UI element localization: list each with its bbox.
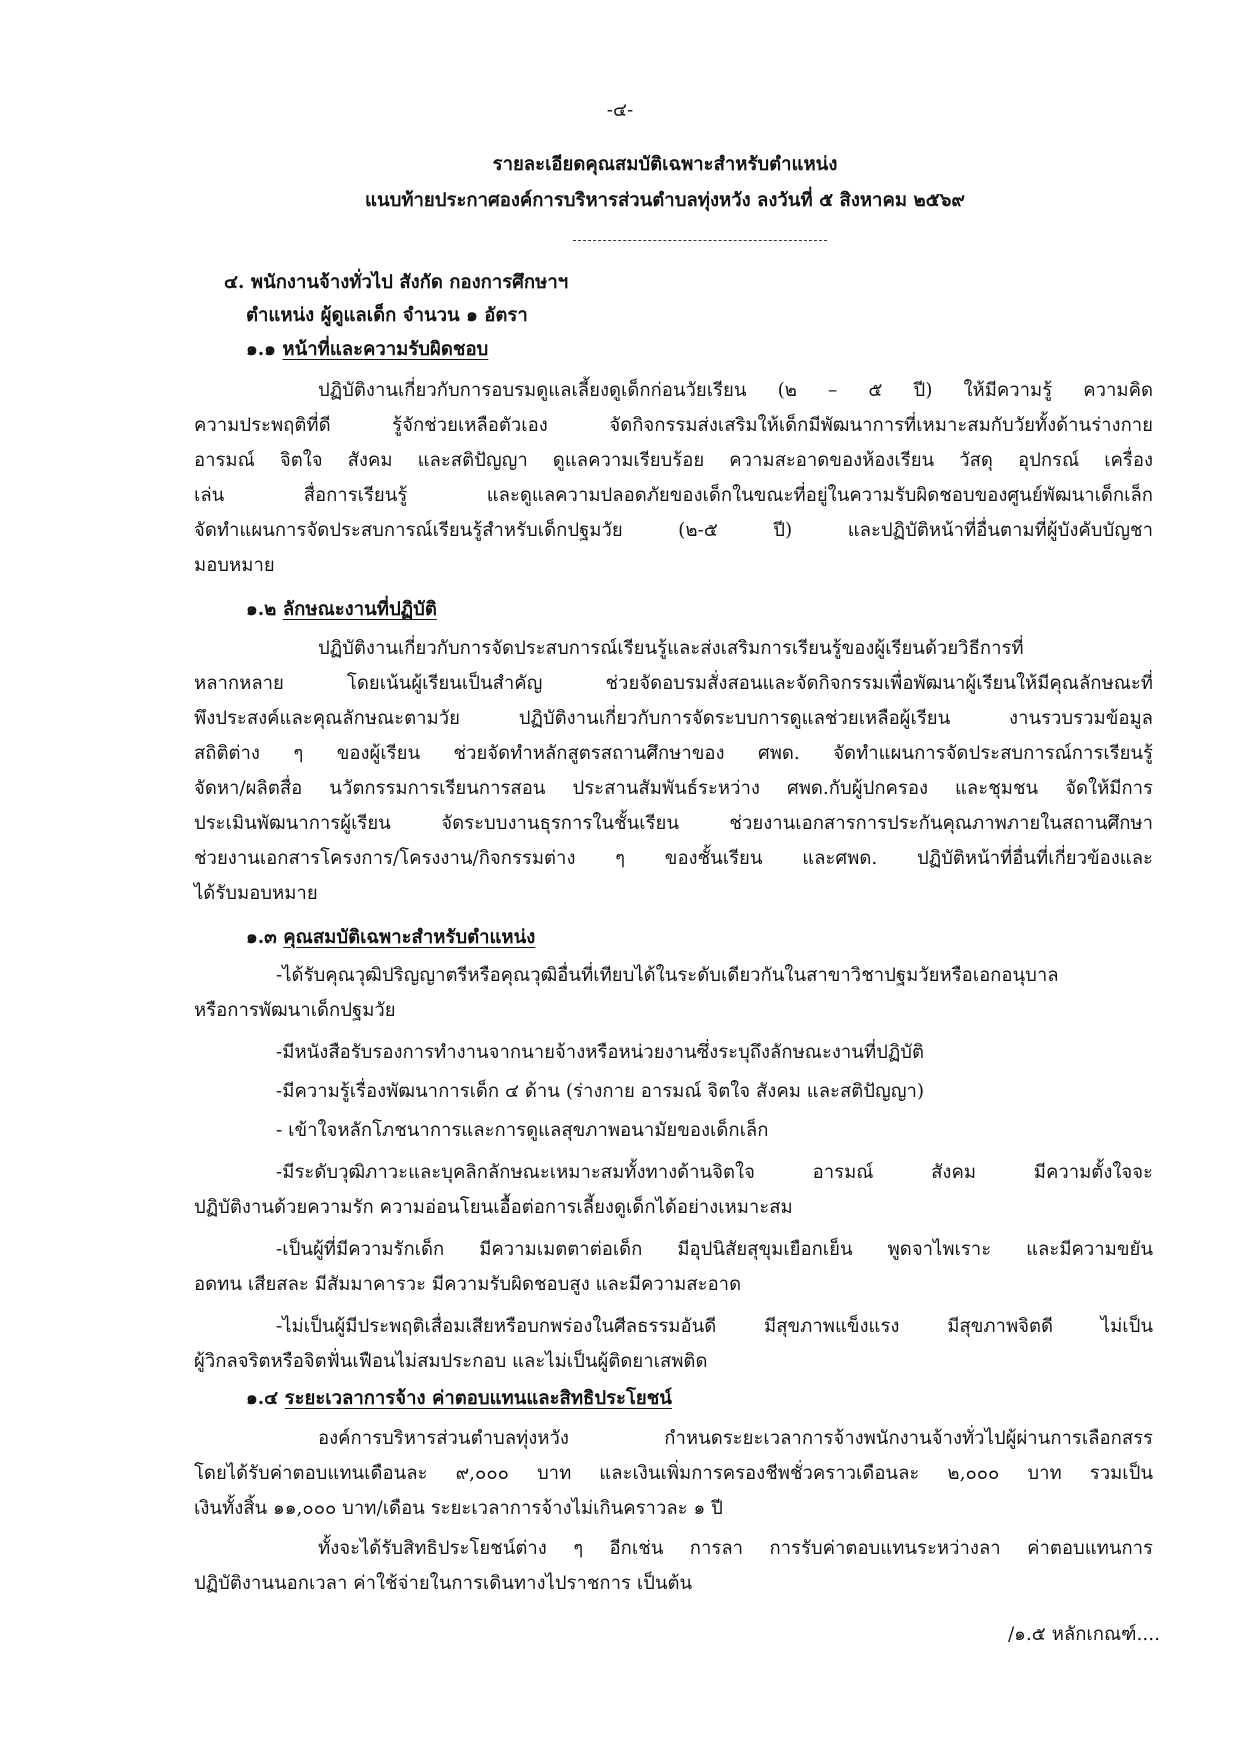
section-1-4-heading — [246, 1386, 672, 1412]
section-1-2-line: ประเมินพัฒนาการผู้เรียน จัดระบบงานธุรการในชั้นเรียน ช่วยงานเอกสารการประกันคุณภาพภายในสถานศึกษา — [194, 813, 1153, 834]
section-1-2-line: ปฏิบัติงานเกี่ยวกับการจัดประสบการณ์เรียนรู้และส่งเสริมการเรียนรู้ของผู้เรียนด้วยวิธีการที่ — [318, 638, 1024, 659]
header-divider — [573, 240, 827, 241]
section-1-1-line: ปฏิบัติงานเกี่ยวกับการอบรมดูแลเลี้ยงดูเด็กก่อนวัยเรียน (๒ – ๕ ปี) ให้มีความรู้ ความคิด — [318, 380, 1153, 401]
document-title-line-1: รายละเอียดคุณสมบัติเฉพาะสำหรับตำแหน่ง — [492, 154, 838, 175]
section-1-3-line: ผู้วิกลจริตหรือจิตฟั่นเฟือนไม่สมประกอบ และไม่เป็นผู้ติดยาเสพติด — [194, 1351, 708, 1372]
section-title: ระยะเวลาการจ้าง ค่าตอบแทนและสิทธิประโยชน์ — [284, 1388, 672, 1409]
section-1-2-line: ได้รับมอบหมาย — [194, 883, 318, 904]
section-1-1-heading — [246, 337, 488, 363]
section-1-2-line: หลากหลาย โดยเน้นผู้เรียนเป็นสำคัญ ช่วยจัดอบรมสั่งสอนและจัดกิจกรรมเพื่อพัฒนาผู้เรียนให้มีคุณลักษณะที่ — [194, 673, 1153, 694]
section-1-1-line: อารมณ์ จิตใจ สังคม และสติปัญญา ดูแลความเรียบร้อย ความสะอาดของห้องเรียน วัสดุ อุปกรณ์ เครื่อง — [194, 450, 1153, 471]
section-1-3-line: -มีระดับวุฒิภาวะและบุคลิกลักษณะเหมาะสมทั้งทางด้านจิตใจ อารมณ์ สังคม มีความตั้งใจจะ — [276, 1162, 1153, 1183]
section-1-2-line: จัดหา/ผลิตสื่อ นวัตกรรมการเรียนการสอน ประสานสัมพันธ์ระหว่าง ศพด.กับผู้ปกครอง และชุมชน จัดให้มีการ — [194, 778, 1153, 799]
section-title: ลักษณะงานที่ปฏิบัติ — [282, 599, 437, 620]
document-title-line-2: แนบท้ายประกาศองค์การบริหารส่วนตำบลทุ่งหวัง ลงวันที่ ๕ สิงหาคม ๒๕๖๙ — [365, 190, 965, 211]
section-1-2-line: สถิติต่าง ๆ ของผู้เรียน ช่วยจัดทำหลักสูตรสถานศึกษาของ ศพด. จัดทำแผนการจัดประสบการณ์การเรียนรู้ — [194, 743, 1153, 764]
section-1-4-line: องค์การบริหารส่วนตำบลทุ่งหวัง กำหนดระยะเวลาการจ้างพนักงานจ้างทั่วไปผู้ผ่านการเลือกสรร — [318, 1428, 1153, 1449]
section-1-3-line: ปฏิบัติงานด้วยความรัก ความอ่อนโยนเอื้อต่อการเลี้ยงดูเด็กได้อย่างเหมาะสม — [194, 1197, 793, 1218]
section-number: ๑.๔ — [246, 1388, 279, 1409]
next-page-continuation: /๑.๕ หลักเกณฑ์.... — [1007, 1624, 1160, 1645]
section-1-2-heading — [246, 597, 437, 623]
section-1-3-line: -ไม่เป็นผู้มีประพฤติเสื่อมเสียหรือบกพร่องในศีลธรรมอันดี มีสุขภาพแข็งแรง มีสุขภาพจิตดี ไม่เป็น — [276, 1316, 1153, 1337]
section-1-1-line: เล่น สื่อการเรียนรู้ และดูแลความปลอดภัยของเด็กในขณะที่อยู่ในความรับผิดชอบของศูนย์พัฒนาเด็กเล็ก — [194, 485, 1153, 506]
section-1-3-line: -มีหนังสือรับรองการทำงานจากนายจ้างหรือหน่วยงานซึ่งระบุถึงลักษณะงานที่ปฏิบัติ — [276, 1042, 925, 1063]
section-1-4-line: ทั้งจะได้รับสิทธิประโยชน์ต่าง ๆ อีกเช่น การลา การรับค่าตอบแทนระหว่างลา ค่าตอบแทนการ — [318, 1538, 1153, 1559]
section-1-2-line: ช่วยงานเอกสารโครงการ/โครงงาน/กิจกรรมต่าง ๆ ของชั้นเรียน และศพด. ปฏิบัติหน้าที่อื่นที่เกี่ยวข้องและ — [194, 848, 1153, 869]
section-number: ๑.๒ — [246, 599, 277, 620]
section-1-3-line: - เข้าใจหลักโภชนาการและการดูแลสุขภาพอนามัยของเด็กเล็ก — [276, 1120, 769, 1141]
section-1-1-line: มอบหมาย — [194, 555, 275, 576]
section-number: ๑.๓ — [246, 927, 277, 948]
section-1-1-line: ความประพฤติที่ดี รู้จักช่วยเหลือตัวเอง จัดกิจกรรมส่งเสริมให้เด็กมีพัฒนาการที่เหมาะสมกับวัยทั้งด้านร่างกาย — [194, 415, 1153, 436]
section-number: ๑.๑ — [246, 339, 276, 360]
position-subheading: ตำแหน่ง ผู้ดูแลเด็ก จำนวน ๑ อัตรา — [246, 305, 528, 326]
section-1-4-line: โดยได้รับค่าตอบแทนเดือนละ ๙,๐๐๐ บาท และเงินเพิ่มการครองชีพชั่วคราวเดือนละ ๒,๐๐๐ บาท รวมเป็น — [194, 1463, 1153, 1484]
section-1-3-line: อดทน เสียสละ มีสัมมาคารวะ มีความรับผิดชอบสูง และมีความสะอาด — [194, 1274, 742, 1295]
section-title: คุณสมบัติเฉพาะสำหรับตำแหน่ง — [283, 927, 536, 948]
section-1-3-line: -มีความรู้เรื่องพัฒนาการเด็ก ๔ ด้าน (ร่างกาย อารมณ์ จิตใจ สังคม และสติปัญญา) — [276, 1081, 925, 1102]
section-1-3-heading — [246, 925, 535, 951]
section-1-1-line: จัดทำแผนการจัดประสบการณ์เรียนรู้สำหรับเด็กปฐมวัย (๒-๕ ปี) และปฏิบัติหน้าที่อื่นตามที่ผู้บังคับบัญชา — [194, 520, 1153, 541]
section-1-2-line: พึงประสงค์และคุณลักษณะตามวัย ปฏิบัติงานเกี่ยวกับการจัดระบบการดูแลช่วยเหลือผู้เรียน งานรวบรวมข้อมูล — [194, 708, 1153, 729]
section-1-3-line: -เป็นผู้ที่มีความรักเด็ก มีความเมตตาต่อเด็ก มีอุปนิสัยสุขุมเยือกเย็น พูดจาไพเราะ และมีความขยัน — [276, 1239, 1153, 1260]
section-1-3-line: -ได้รับคุณวุฒิปริญญาตรีหรือคุณวุฒิอื่นที่เทียบได้ในระดับเดียวกันในสาขาวิชาปฐมวัยหรือเอกอนุบาล — [276, 965, 1059, 986]
section-1-4-line: เงินทั้งสิ้น ๑๑,๐๐๐ บาท/เดือน ระยะเวลาการจ้างไม่เกินคราวละ ๑ ปี — [194, 1498, 723, 1519]
section-1-4-line: ปฏิบัติงานนอกเวลา ค่าใช้จ่ายในการเดินทางไปราชการ เป็นต้น — [194, 1573, 693, 1594]
position-heading: ๔. พนักงานจ้างทั่วไป สังกัด กองการศึกษาฯ — [224, 272, 569, 293]
page-number: -๔- — [606, 100, 634, 121]
section-1-3-line: หรือการพัฒนาเด็กปฐมวัย — [194, 1000, 396, 1021]
section-title: หน้าที่และความรับผิดชอบ — [282, 339, 489, 360]
